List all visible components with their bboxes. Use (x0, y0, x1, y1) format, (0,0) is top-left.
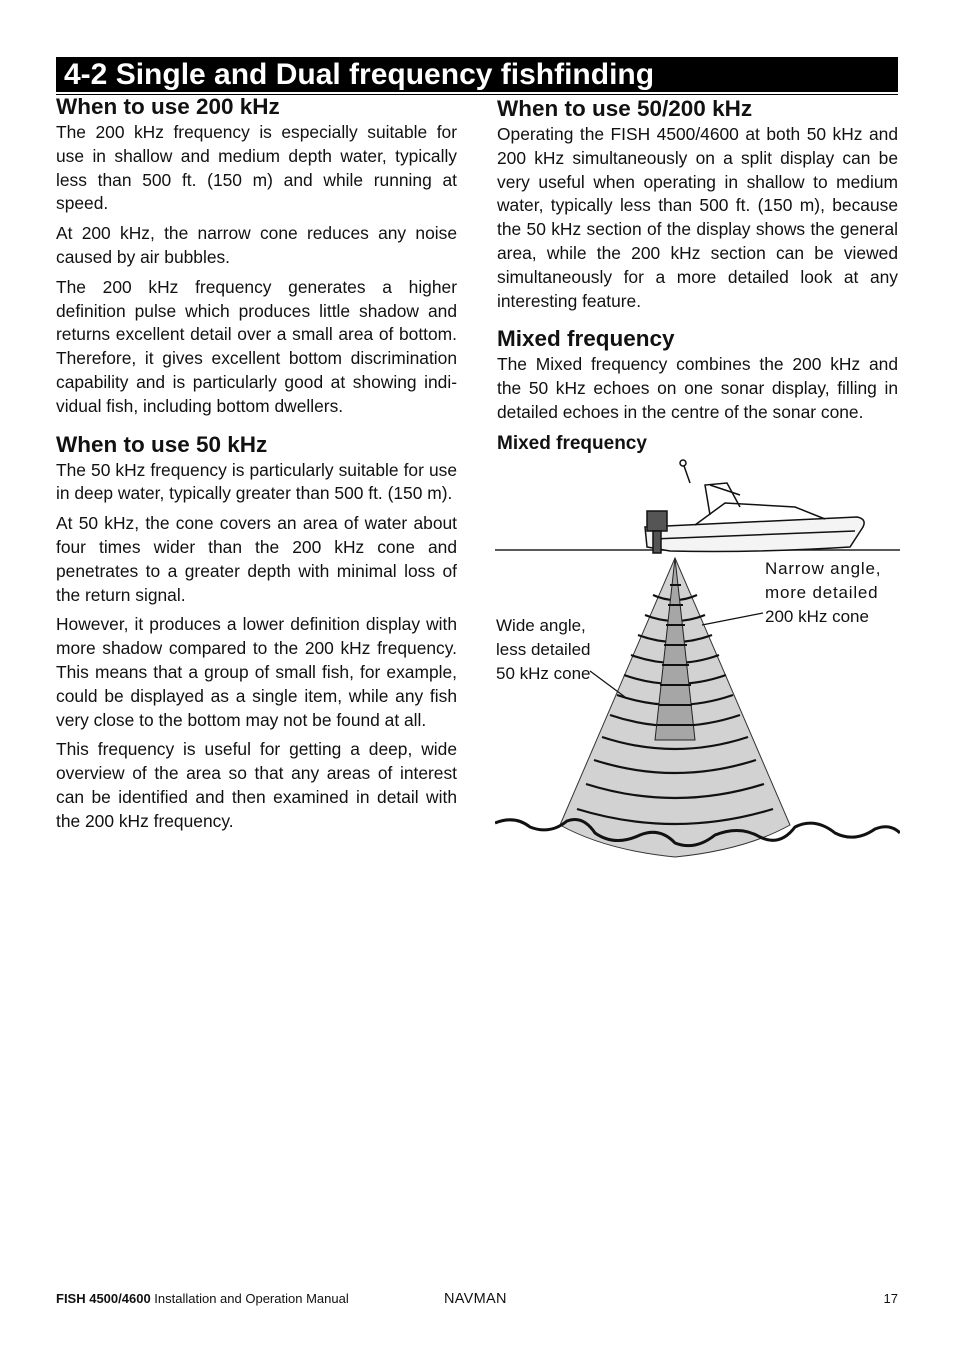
paragraph: The Mixed frequency combines the 200 kHz and the 50 kHz echoes on one sonar display, filling in detailed echoes in the centre of the sonar cone. (497, 354, 898, 422)
paragraph: The 50 kHz frequency is particularly suitable for use in deep water, typically greater than 500 ft. (150 m). (56, 459, 457, 504)
heading-50khz: When to use 50 kHz (56, 431, 268, 457)
wide-cone-label-line2: less detailed (496, 640, 591, 659)
wide-label-leader (590, 671, 625, 697)
wide-cone-label-line1: Wide angle, (496, 616, 586, 635)
paragraph: However, it produces a lower definition display with more shadow compared to the 200 kHz frequency. This means that a group of small fish, for example, could be displayed as a single item, while any fish very close to the bottom may not be found at all. (56, 614, 457, 730)
left-column (56, 93, 457, 840)
narrow-cone-label-line1: Narrow angle, (765, 559, 882, 578)
paragraph: This frequency is useful for getting a deep, wide overview of the area so that any areas of interest can be identified and then examined in detail with the 200 kHz frequency. (56, 739, 457, 831)
sonar-cone-figure (495, 455, 900, 875)
paragraph: At 50 kHz, the cone covers an area of water about four times wider than the 200 kHz cone and penetrates to a greater depth with minimal loss of the return signal. (56, 513, 457, 605)
paragraph: Operating the FISH 4500/4600 at both 50 kHz and 200 kHz simultaneously on a split display can be very useful when operating in shallow to medium water, typically less than 500 ft. (150 m), because the 50 kHz section of the display shows the general area, while the 200 kHz section can be viewed simultaneously for a more detailed look at any interesting feature. (497, 124, 898, 311)
paragraph: The 200 kHz frequency is especially suitable for use in shallow and medium depth water, typically less than 500 ft. (150 m) and while running at speed. (56, 122, 457, 214)
footer-manual: Installation and Operation Manual (150, 1291, 349, 1306)
footer-manual-title (56, 1291, 349, 1306)
heading-50-200khz: When to use 50/200 kHz (497, 96, 753, 121)
boat-icon (645, 460, 864, 553)
page-title: 4-2 Single and Dual frequency fishfinding (56, 57, 898, 92)
footer-brand: NAVMAN (444, 1291, 507, 1307)
narrow-cone-label-line2: more detailed (765, 583, 879, 602)
heading-200khz: When to use 200 kHz (56, 94, 280, 119)
paragraph: At 200 kHz, the narrow cone reduces any noise caused by air bubbles. (56, 223, 457, 267)
heading-mixed-frequency: Mixed frequency (497, 326, 675, 352)
narrow-cone-label-line3: 200 kHz cone (765, 607, 869, 626)
paragraph: The 200 kHz frequency generates a higher definition pulse which produces little shadow and returns excellent detail over a small area of bottom. Therefore, it gives excellent bottom discrimination capability and is particularly good at showing indi-vidual fish, including bottom dwellers. (56, 276, 457, 416)
footer-model: FISH 4500/4600 (56, 1291, 151, 1306)
wide-cone-label-line3: 50 kHz cone (496, 664, 591, 683)
figure-title: Mixed frequency (497, 432, 647, 454)
page-number: 17 (883, 1291, 898, 1306)
right-column (497, 95, 898, 457)
narrow-label-leader (702, 613, 763, 625)
